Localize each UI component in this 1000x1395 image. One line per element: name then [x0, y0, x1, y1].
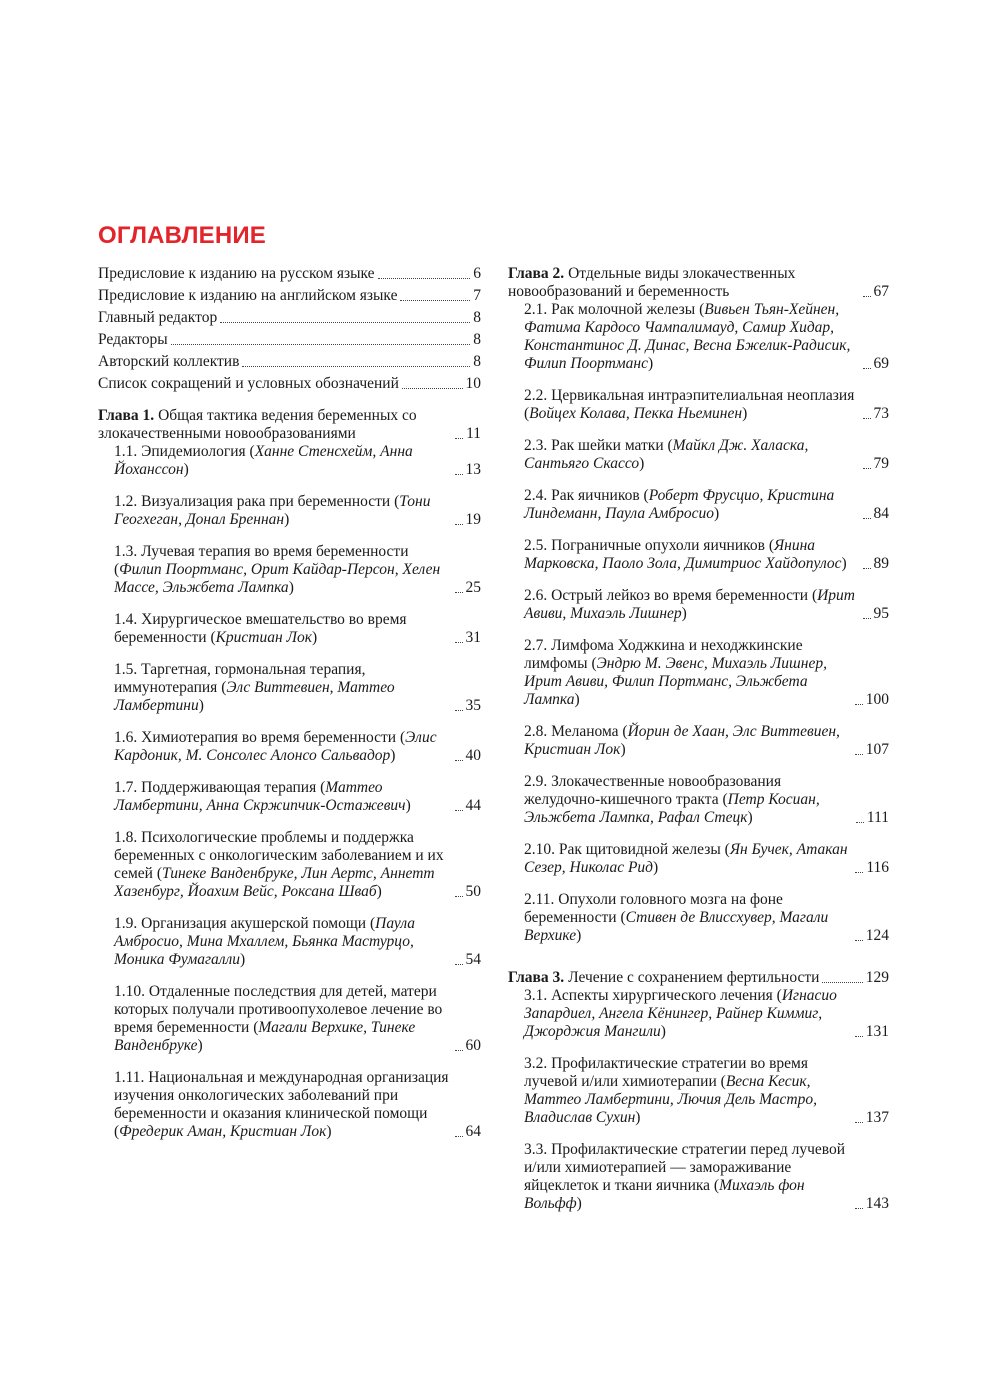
- section-authors: Йорин де Хаан, Элс Виттевиен, Кристиан Лок: [524, 723, 840, 758]
- dot-leader: [455, 1136, 463, 1137]
- section-entry: [508, 891, 889, 945]
- page-number: 116: [866, 859, 889, 876]
- dot-leader: [455, 438, 463, 439]
- section-authors: Фредерик Аман, Кристиан Лок: [119, 1123, 327, 1140]
- section-text: 2.6. Острый лейкоз во время беременности (Ирит Авиви, Михаэль Лишнер): [524, 587, 855, 622]
- dot-leader: [455, 760, 463, 761]
- page-number: 131: [865, 1023, 889, 1040]
- section-text: 1.11. Национальная и международная организация изучения онкологических заболеваний при беременности и оказания клинической помощи (Фредерик Аман, Кристиан Лок): [114, 1069, 449, 1140]
- toc-entry-title: Авторский коллектив: [98, 353, 240, 370]
- page-number: 100: [865, 691, 889, 708]
- section-entry: [98, 729, 481, 765]
- section-authors: Элс Виттевиен, Маттео Ламбертини: [114, 679, 395, 714]
- chapter-1: [98, 407, 481, 1141]
- dot-leader: [856, 822, 864, 823]
- section-authors: Магали Верхике, Тинеке Ванденбруке: [114, 1019, 416, 1054]
- page-number: 6: [473, 265, 481, 282]
- section-title: 3.2. Профилактические стратегии во время лучевой и/или химиотерапии: [524, 1055, 808, 1090]
- page-number: 143: [865, 1195, 889, 1212]
- dot-leader: [863, 296, 871, 297]
- page-number: 111: [866, 809, 889, 826]
- dot-leader: [402, 388, 463, 389]
- dot-leader: [400, 300, 470, 301]
- section-authors: Игнасио Запардиел, Ангела Кёнингер, Райнер Киммиг, Джорджия Мангили: [524, 987, 837, 1040]
- dot-leader: [455, 592, 463, 593]
- page-number: 13: [465, 461, 481, 478]
- chapter-label: Глава 2.: [508, 265, 565, 282]
- dot-leader: [455, 642, 463, 643]
- page-number: 11: [466, 425, 481, 442]
- section-authors: Эндрю М. Эвенс, Михаэль Лишнер, Ирит Авиви, Филип Портманс, Эльжбета Лампка: [524, 655, 827, 708]
- section-entry: [508, 723, 889, 759]
- page-number: 35: [465, 697, 481, 714]
- section-entry: [98, 611, 481, 647]
- page-number: 67: [873, 283, 889, 300]
- section-title: 1.7. Поддерживающая терапия: [114, 779, 317, 796]
- section-title: 2.7. Лимфома Ходжкина и неходжкинские лимфомы: [524, 637, 803, 672]
- page-number: 73: [873, 405, 889, 422]
- section-text: 1.9. Организация акушерской помощи (Паула Амбросио, Мина Мхаллем, Бьянка Мастурцо, Моника Фумагалли): [114, 915, 416, 968]
- section-authors: Кристиан Лок: [215, 629, 313, 646]
- chapter-title: Отдельные виды злокачественных новообразований и беременность: [508, 265, 796, 300]
- section-authors: Янина Марковска, Паоло Зола, Димитриос Хайдопулос: [524, 537, 842, 572]
- toc-entry: [98, 375, 481, 393]
- page-number: 124: [865, 927, 889, 944]
- section-authors: Вивьен Тьян-Хейнен, Фатима Кардосо Чампалимауд, Самир Хидар, Константинос Д. Динас, Весна Бжелик-Радисик, Филип Поортманс: [524, 301, 851, 372]
- section-title: 2.1. Рак молочной железы: [524, 301, 696, 318]
- section-text: 2.5. Пограничные опухоли яичников (Янина Марковска, Паоло Зола, Димитриос Хайдопулос): [524, 537, 847, 572]
- chapter-heading: [508, 969, 889, 987]
- front-matter-list: [98, 265, 481, 393]
- page-number: 89: [873, 555, 889, 572]
- section-text: 1.1. Эпидемиология (Ханне Стенсхейм, Анна Йоханссон): [114, 443, 413, 478]
- dot-leader: [855, 754, 863, 755]
- page-number: 40: [465, 747, 481, 764]
- section-text: 1.3. Лучевая терапия во время беременности (Филип Поортманс, Орит Кайдар-Персон, Хелен Массе, Эльжбета Лампка): [114, 543, 441, 596]
- section-entry: [98, 1069, 481, 1141]
- section-text: 1.6. Химиотерапия во время беременности (Элис Кардоник, М. Сонсолес Алонсо Сальвадор): [114, 729, 437, 764]
- section-text: 2.4. Рак яичников (Роберт Фрусцио, Кристина Линдеманн, Паула Амбросио): [524, 487, 835, 522]
- page-number: 95: [873, 605, 889, 622]
- dot-leader: [855, 1036, 863, 1037]
- page-number: 31: [465, 629, 481, 646]
- dot-leader: [863, 518, 871, 519]
- dot-leader: [242, 366, 470, 367]
- section-title: 2.2. Цервикальная интраэпителиальная неоплазия: [524, 387, 855, 404]
- section-authors: Тинеке Ванденбруке, Лин Аертс, Аннетт Хазенбург, Йоахим Вейс, Роксана Шваб: [114, 865, 435, 900]
- toc-entry-title: Список сокращений и условных обозначений: [98, 375, 399, 392]
- section-title: 2.3. Рак шейки матки: [524, 437, 664, 454]
- page-title: ОГЛАВЛЕНИЕ: [98, 222, 267, 249]
- dot-leader: [855, 940, 863, 941]
- section-entry: [98, 983, 481, 1055]
- section-authors: Михаэль фон Вольфф: [524, 1177, 805, 1212]
- page-number: 54: [465, 951, 481, 968]
- page-number: 8: [473, 309, 481, 326]
- section-text: 1.8. Психологические проблемы и поддержка беременных с онкологическим заболеванием и их семей (Тинеке Ванденбруке, Лин Аертс, Аннетт Хазенбург, Йоахим Вейс, Роксана Шваб): [114, 829, 444, 900]
- page-number: 137: [865, 1109, 889, 1126]
- dot-leader: [220, 322, 470, 323]
- section-title: 2.9. Злокачественные новообразования желудочно-кишечного тракта: [524, 773, 782, 808]
- dot-leader: [455, 1050, 463, 1051]
- dot-leader: [855, 872, 863, 873]
- chapter-title-block: [98, 407, 452, 443]
- dot-leader: [455, 810, 463, 811]
- section-authors: Ирит Авиви, Михаэль Лишнер: [524, 587, 855, 622]
- dot-leader: [455, 474, 463, 475]
- dot-leader: [863, 368, 871, 369]
- section-title: 1.9. Организация акушерской помощи: [114, 915, 367, 932]
- page-number: 107: [865, 741, 889, 758]
- page-number: 79: [873, 455, 889, 472]
- toc-entry: [98, 287, 481, 305]
- toc-entry-title: Предисловие к изданию на английском языке: [98, 287, 398, 304]
- dot-leader: [863, 568, 871, 569]
- section-text: 3.2. Профилактические стратегии во время лучевой и/или химиотерапии (Весна Кесик, Маттео Ламбертини, Лючия Дель Мастро, Владислав Сухин): [524, 1055, 818, 1126]
- dot-leader: [378, 278, 471, 279]
- dot-leader: [855, 704, 863, 705]
- page-number: 50: [465, 883, 481, 900]
- section-entry: [508, 537, 889, 573]
- section-title: 1.3. Лучевая терапия во время беременности: [114, 543, 409, 560]
- section-authors: Стивен де Влиссхувер, Магали Верхике: [524, 909, 829, 944]
- section-title: 1.1. Эпидемиология: [114, 443, 246, 460]
- page-number: 8: [473, 331, 481, 348]
- dot-leader: [863, 618, 871, 619]
- section-authors: Весна Кесик, Маттео Ламбертини, Лючия Дель Мастро, Владислав Сухин: [524, 1073, 818, 1126]
- dot-leader: [855, 1208, 863, 1209]
- page-number: 129: [865, 969, 889, 986]
- section-authors: Филип Поортманс, Орит Кайдар-Персон, Хелен Массе, Эльжбета Лампка: [114, 561, 441, 596]
- section-text: 3.3. Профилактические стратегии перед лучевой и/или химиотерапией — замораживание яйцеклеток и ткани яичника (Михаэль фон Вольфф): [524, 1141, 846, 1212]
- dot-leader: [822, 982, 862, 983]
- section-entry: [508, 987, 889, 1041]
- section-entry: [508, 1055, 889, 1127]
- section-authors: Тони Геогхеган, Донал Бреннан: [114, 493, 431, 528]
- dot-leader: [863, 468, 871, 469]
- section-text: 2.1. Рак молочной железы (Вивьен Тьян-Хейнен, Фатима Кардосо Чампалимауд, Самир Хидар, Константинос Д. Динас, Весна Бжелик-Радисик, Филип Поортманс): [524, 301, 851, 372]
- section-text: 2.11. Опухоли головного мозга на фоне беременности (Стивен де Влиссхувер, Магали Верхике): [524, 891, 829, 944]
- dot-leader: [863, 418, 871, 419]
- chapter-2: [508, 265, 889, 945]
- chapter-title: Лечение с сохранением фертильности: [568, 969, 820, 986]
- toc-entry: [98, 265, 481, 283]
- section-authors: Ханне Стенсхейм, Анна Йоханссон: [114, 443, 413, 478]
- toc-entry-title: Предисловие к изданию на русском языке: [98, 265, 375, 282]
- section-title: 2.6. Острый лейкоз во время беременности: [524, 587, 809, 604]
- section-title: 3.1. Аспекты хирургического лечения: [524, 987, 773, 1004]
- section-entry: [98, 661, 481, 715]
- section-title: 1.5. Таргетная, гормональная терапия, иммунотерапия: [114, 661, 366, 696]
- toc-entry: [98, 309, 481, 327]
- page-number: 64: [465, 1123, 481, 1140]
- section-authors: Петр Косиан, Эльжбета Лампка, Рафал Стецк: [524, 791, 820, 826]
- dot-leader: [855, 1122, 863, 1123]
- section-entry: [508, 637, 889, 709]
- dot-leader: [455, 710, 463, 711]
- toc-entry: [98, 353, 481, 371]
- page-number: 19: [465, 511, 481, 528]
- page-number: 69: [873, 355, 889, 372]
- section-entry: [508, 301, 889, 373]
- section-title: 1.11. Национальная и международная организация изучения онкологических заболеваний при беременности и оказания клинической помощи: [114, 1069, 449, 1122]
- section-text: 2.3. Рак шейки матки (Майкл Дж. Халаска, Сантьяго Скассо): [524, 437, 809, 472]
- section-authors: Маттео Ламбертини, Анна Скржипчик-Остажевич: [114, 779, 406, 814]
- section-text: 2.9. Злокачественные новообразования желудочно-кишечного тракта (Петр Косиан, Эльжбета Лампка, Рафал Стецк): [524, 773, 820, 826]
- section-entry: [98, 543, 481, 597]
- section-text: 1.5. Таргетная, гормональная терапия, иммунотерапия (Элс Виттевиен, Маттео Ламбертини): [114, 661, 395, 714]
- dot-leader: [171, 344, 471, 345]
- section-entry: [98, 493, 481, 529]
- section-entry: [508, 773, 889, 827]
- section-title: 1.4. Хирургическое вмешательство во время беременности: [114, 611, 407, 646]
- section-entry: [508, 387, 889, 423]
- chapter-label: Глава 1.: [98, 407, 155, 424]
- toc-entry: [98, 331, 481, 349]
- toc-column-left: [98, 265, 481, 1155]
- section-text: 2.2. Цервикальная интраэпителиальная неоплазия (Войцех Колава, Пекка Ньеминен): [524, 387, 855, 422]
- section-title: 2.4. Рак яичников: [524, 487, 640, 504]
- chapter-3: [508, 969, 889, 1213]
- toc-column-right: [508, 265, 889, 1227]
- page-number: 8: [473, 353, 481, 370]
- section-text: 1.10. Отдаленные последствия для детей, матери которых получали противоопухолевое лечение во время беременности (Магали Верхике, Тинеке Ванденбруке): [114, 983, 443, 1054]
- chapter-heading: [98, 407, 481, 443]
- chapter-title: Общая тактика ведения беременных со злокачественными новообразованиями: [98, 407, 417, 442]
- section-text: 2.10. Рак щитовидной железы (Ян Бучек, Атакан Сезер, Николас Рид): [524, 841, 848, 876]
- section-title: 1.2. Визуализация рака при беременности: [114, 493, 391, 510]
- section-title: 2.10. Рак щитовидной железы: [524, 841, 721, 858]
- section-authors: Элис Кардоник, М. Сонсолес Алонсо Сальвадор: [114, 729, 437, 764]
- section-entry: [508, 487, 889, 523]
- page-number: 10: [465, 375, 481, 392]
- section-text: 1.7. Поддерживающая терапия (Маттео Ламбертини, Анна Скржипчик-Остажевич): [114, 779, 411, 814]
- section-title: 1.10. Отдаленные последствия для детей, матери которых получали противоопухолевое лечение во время беременности: [114, 983, 443, 1036]
- section-text: 3.1. Аспекты хирургического лечения (Игнасио Запардиел, Ангела Кёнингер, Райнер Киммиг, Джорджия Мангили): [524, 987, 837, 1040]
- section-entry: [508, 841, 889, 877]
- page-number: 84: [873, 505, 889, 522]
- section-authors: Паула Амбросио, Мина Мхаллем, Бьянка Мастурцо, Моника Фумагалли: [114, 915, 416, 968]
- section-authors: Ян Бучек, Атакан Сезер, Николас Рид: [524, 841, 848, 876]
- section-authors: Войцех Колава, Пекка Ньеминен: [529, 405, 743, 422]
- chapter-heading: [508, 265, 889, 301]
- section-text: 1.4. Хирургическое вмешательство во время беременности (Кристиан Лок): [114, 611, 407, 646]
- section-text: 1.2. Визуализация рака при беременности (Тони Геогхеган, Донал Бреннан): [114, 493, 431, 528]
- toc-entry-title: Главный редактор: [98, 309, 218, 326]
- dot-leader: [455, 896, 463, 897]
- dot-leader: [455, 964, 463, 965]
- section-entry: [98, 915, 481, 969]
- section-entry: [508, 587, 889, 623]
- page-number: 7: [473, 287, 481, 304]
- section-authors: Майкл Дж. Халаска, Сантьяго Скассо: [524, 437, 809, 472]
- dot-leader: [455, 524, 463, 525]
- section-title: 3.3. Профилактические стратегии перед лучевой и/или химиотерапией — замораживание яйцеклеток и ткани яичника: [524, 1141, 846, 1194]
- section-title: 1.8. Психологические проблемы и поддержка беременных с онкологическим заболеванием и их семей: [114, 829, 444, 882]
- section-title: 1.6. Химиотерапия во время беременности: [114, 729, 397, 746]
- toc-entry-title: Редакторы: [98, 331, 168, 348]
- section-entry: [98, 829, 481, 901]
- section-entry: [508, 1141, 889, 1213]
- section-entry: [98, 779, 481, 815]
- chapter-label: Глава 3.: [508, 969, 565, 986]
- section-text: 2.8. Меланома (Йорин де Хаан, Элс Виттевиен, Кристиан Лок): [524, 723, 840, 758]
- chapter-title-block: [508, 265, 860, 301]
- page-number: 60: [465, 1037, 481, 1054]
- section-entry: [98, 443, 481, 479]
- section-authors: Роберт Фрусцио, Кристина Линдеманн, Паула Амбросио: [524, 487, 835, 522]
- section-title: 2.8. Меланома: [524, 723, 619, 740]
- section-entry: [508, 437, 889, 473]
- page-number: 44: [465, 797, 481, 814]
- section-title: 2.11. Опухоли головного мозга на фоне беременности: [524, 891, 783, 926]
- page-number: 25: [465, 579, 481, 596]
- chapter-title-block: [508, 969, 819, 987]
- section-text: 2.7. Лимфома Ходжкина и неходжкинские лимфомы (Эндрю М. Эвенс, Михаэль Лишнер, Ирит Авиви, Филип Портманс, Эльжбета Лампка): [524, 637, 827, 708]
- section-title: 2.5. Пограничные опухоли яичников: [524, 537, 765, 554]
